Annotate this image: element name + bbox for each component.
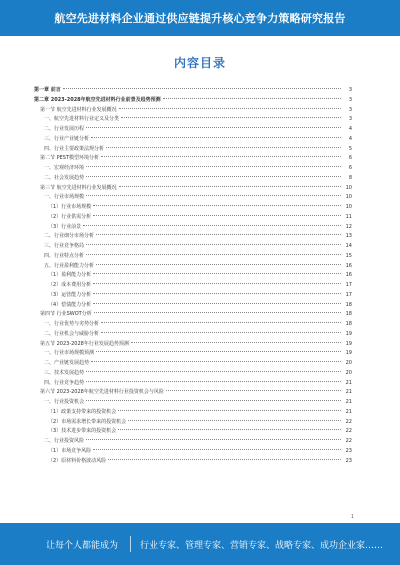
toc-leader-dots (96, 264, 341, 265)
toc-entry[interactable] (34, 437, 352, 447)
toc-entry-page: 19 (345, 330, 352, 337)
toc-leader-dots (118, 429, 341, 430)
toc-leader-dots (86, 176, 341, 177)
toc-entry[interactable] (34, 271, 352, 281)
toc-entry[interactable] (34, 398, 352, 408)
toc-entry[interactable] (34, 223, 352, 233)
toc-entry-label: 四、行业特点分析 (44, 252, 85, 259)
toc-heading: 内容目录 (173, 56, 226, 70)
toc-entry-page: 18 (345, 301, 352, 308)
toc-entry[interactable] (34, 232, 352, 242)
toc-leader-dots (128, 420, 341, 421)
toc-entry-label: 三、行业产业链分析 (44, 135, 90, 142)
toc-entry-page: 3 (348, 106, 352, 113)
toc-entry-label: （2）成本费用分析 (48, 282, 92, 288)
toc-entry-page: 21 (345, 399, 352, 405)
footer-slogan-left: 让每个人都能成为 (46, 541, 119, 551)
toc-entry[interactable] (34, 349, 352, 359)
toc-entry-page: 16 (345, 272, 352, 279)
toc-entry[interactable] (34, 164, 352, 174)
toc-leader-dots (93, 283, 341, 284)
toc-entry-label: （1）行业市场规模 (48, 204, 92, 210)
toc-entry-page: 12 (345, 223, 352, 230)
toc-entry-page: 22 (345, 438, 352, 444)
toc-entry-page: 6 (348, 165, 352, 171)
toc-entry[interactable] (34, 242, 352, 252)
toc-entry-label: 四、行业竞争趋势 (44, 379, 85, 386)
toc-entry-page: 4 (348, 135, 352, 142)
toc-leader-dots (86, 400, 341, 401)
toc-entry-page: 14 (345, 243, 352, 249)
toc-leader-dots (131, 342, 341, 343)
toc-entry-page: 17 (345, 282, 352, 288)
toc-entry[interactable] (34, 388, 352, 398)
toc-leader-dots (108, 459, 341, 460)
toc-entry-page: 13 (345, 233, 352, 240)
toc-entry[interactable] (34, 379, 352, 389)
toc-entry[interactable] (34, 115, 352, 125)
toc-entry-label: 四、行业主要政策法规分析 (44, 145, 105, 152)
toc-entry[interactable] (34, 154, 352, 164)
toc-entry-label: 二、行业投资风险 (44, 438, 85, 444)
toc-entry-label: 三、行业竞争格局 (44, 243, 85, 249)
toc-entry[interactable] (34, 96, 352, 106)
toc-entry[interactable] (34, 408, 352, 418)
toc-entry-label: （2）行业供需分析 (48, 213, 92, 220)
toc-entry-page: 22 (345, 428, 352, 435)
toc-entry-label: 五、行业盈利能力分析 (44, 262, 95, 269)
toc-entry-page: 6 (348, 155, 352, 162)
toc-entry[interactable] (34, 135, 352, 145)
toc-leader-dots (93, 205, 341, 206)
toc-leader-dots (86, 166, 341, 167)
toc-leader-dots (83, 225, 341, 226)
toc-entry[interactable] (34, 193, 352, 203)
toc-entry[interactable] (34, 330, 352, 340)
toc-entry-page: 16 (345, 262, 352, 269)
toc-leader-dots (166, 390, 341, 391)
toc-entry-page: 20 (345, 369, 352, 376)
toc-entry[interactable] (34, 252, 352, 262)
toc-leader-dots (101, 332, 341, 333)
toc-leader-dots (86, 244, 341, 245)
toc-entry-label: （1）市场竞争风险 (48, 447, 92, 454)
toc-entry[interactable] (34, 174, 352, 184)
toc-entry-label: 第三节 航空先进材料行业发展概况 (40, 184, 117, 191)
table-of-contents (34, 86, 352, 466)
toc-entry-label: 一、航空先进材料行业定义及分类 (44, 116, 120, 123)
toc-leader-dots (86, 127, 341, 128)
toc-leader-dots (96, 234, 341, 235)
toc-entry-label: 第二节 PEST模型环境分析 (40, 155, 99, 162)
toc-entry-label: （3）运营能力分析 (48, 291, 92, 298)
toc-entry[interactable] (34, 447, 352, 457)
toc-leader-dots (93, 215, 341, 216)
toc-leader-dots (86, 381, 341, 382)
toc-entry[interactable] (34, 369, 352, 379)
toc-entry-page: 3 (348, 96, 352, 103)
toc-entry[interactable] (34, 291, 352, 301)
toc-entry[interactable] (34, 125, 352, 135)
toc-entry-page: 21 (345, 389, 352, 396)
toc-entry-label: 二、行业发展历程 (44, 126, 85, 132)
toc-entry-label: 二、行业细分市场分析 (44, 233, 95, 240)
toc-leader-dots (118, 410, 341, 411)
toc-entry-page: 20 (345, 360, 352, 366)
toc-entry-label: 第一节 航空先进材料行业发展概况 (40, 106, 117, 113)
toc-leader-dots (63, 88, 341, 89)
toc-entry[interactable] (34, 320, 352, 330)
toc-leader-dots (91, 137, 341, 138)
toc-entry-label: 一、行业市场规模预测 (44, 350, 95, 357)
toc-entry-label: 第一章 前言 (34, 87, 61, 93)
toc-entry[interactable] (34, 301, 352, 311)
toc-entry[interactable] (34, 340, 352, 350)
page-number: 1 (350, 514, 354, 520)
toc-entry-label: 一、宏观经济环境 (44, 165, 85, 171)
toc-leader-dots (119, 186, 341, 187)
toc-entry-label: 二、行业机会与威胁分析 (44, 330, 100, 337)
toc-entry-page: 19 (345, 350, 352, 357)
toc-leader-dots (119, 108, 341, 109)
toc-entry-label: 三、技术发展趋势 (44, 369, 85, 376)
toc-entry-page: 22 (345, 418, 352, 425)
toc-entry[interactable] (34, 184, 352, 194)
toc-leader-dots (163, 98, 341, 99)
toc-entry-page: 19 (345, 340, 352, 347)
toc-entry-page: 10 (345, 204, 352, 210)
footer-divider (130, 536, 131, 552)
toc-entry[interactable] (34, 457, 352, 467)
report-title: 航空先进材料企业通过供应链提升核心竞争力策略研究报告 (54, 12, 346, 25)
toc-leader-dots (101, 322, 341, 323)
footer-slogan-right: 行业专家、管理专家、营销专家、战略专家、成功企业家…… (140, 541, 384, 551)
toc-entry-label: （2）市场需求增长带来的投资机会 (48, 418, 127, 425)
toc-entry-page: 11 (345, 213, 352, 220)
toc-leader-dots (96, 351, 341, 352)
toc-entry[interactable] (34, 310, 352, 320)
toc-entry-label: 二、产业链发展趋势 (44, 360, 90, 366)
toc-entry[interactable] (34, 359, 352, 369)
toc-entry-page: 23 (345, 457, 352, 464)
toc-leader-dots (86, 371, 341, 372)
toc-entry-page: 8 (348, 174, 352, 181)
top-banner (0, 0, 400, 36)
toc-entry-label: 第六节 2023-2028年航空先进材料行业投资机会与风险 (40, 389, 164, 396)
toc-entry-label: （3）技术进步带来的投资机会 (48, 428, 117, 435)
toc-entry-label: 二、社会发展趋势 (44, 174, 85, 181)
toc-entry-label: （3）行业前景 (48, 223, 82, 230)
toc-entry[interactable] (34, 106, 352, 116)
toc-entry[interactable] (34, 86, 352, 96)
toc-leader-dots (86, 195, 341, 196)
toc-leader-dots (93, 449, 341, 450)
toc-entry-page: 23 (345, 447, 352, 454)
toc-entry-page: 18 (345, 321, 352, 327)
toc-entry[interactable] (34, 262, 352, 272)
bottom-banner (0, 523, 400, 565)
toc-leader-dots (94, 312, 341, 313)
toc-entry-label: 第四节 行业SWOT分析 (40, 311, 92, 318)
toc-entry-page: 17 (345, 291, 352, 298)
toc-entry-label: （2）原材料价格波动风险 (48, 457, 107, 464)
toc-entry-label: 一、行业优势与劣势分析 (44, 321, 100, 327)
toc-entry-label: （4）偿债能力分析 (48, 301, 92, 308)
toc-entry-label: 一、行业市场规模 (44, 194, 85, 201)
toc-entry[interactable] (34, 203, 352, 213)
toc-leader-dots (86, 439, 341, 440)
toc-leader-dots (86, 254, 341, 255)
toc-leader-dots (93, 303, 341, 304)
toc-entry-page: 5 (348, 145, 352, 152)
toc-leader-dots (121, 117, 341, 118)
toc-entry-page: 3 (348, 116, 352, 123)
toc-entry-page: 4 (348, 126, 352, 132)
toc-leader-dots (93, 273, 341, 274)
toc-entry[interactable] (34, 427, 352, 437)
toc-entry[interactable] (34, 213, 352, 223)
toc-leader-dots (106, 147, 341, 148)
toc-entry[interactable] (34, 145, 352, 155)
toc-entry[interactable] (34, 418, 352, 428)
toc-leader-dots (101, 156, 341, 157)
toc-entry-label: （1）盈利能力分析 (48, 272, 92, 279)
toc-entry-label: 第五节 2023-2028年行业发展趋势预测 (40, 340, 129, 347)
toc-entry-page: 18 (345, 311, 352, 318)
toc-entry-label: （1）政策支持带来的投资机会 (48, 408, 117, 415)
toc-entry[interactable] (34, 281, 352, 291)
toc-entry-label: 第二章 2023-2028年航空先进材料行业前景及趋势预测 (34, 96, 161, 103)
toc-leader-dots (93, 293, 341, 294)
toc-entry-page: 3 (348, 87, 352, 93)
toc-entry-page: 21 (345, 408, 352, 415)
toc-entry-label: 一、行业投资机会 (44, 399, 85, 405)
toc-entry-page: 15 (345, 252, 352, 259)
toc-entry-page: 10 (345, 184, 352, 191)
toc-entry-page: 21 (345, 379, 352, 386)
toc-entry-page: 10 (345, 194, 352, 201)
toc-leader-dots (91, 361, 341, 362)
